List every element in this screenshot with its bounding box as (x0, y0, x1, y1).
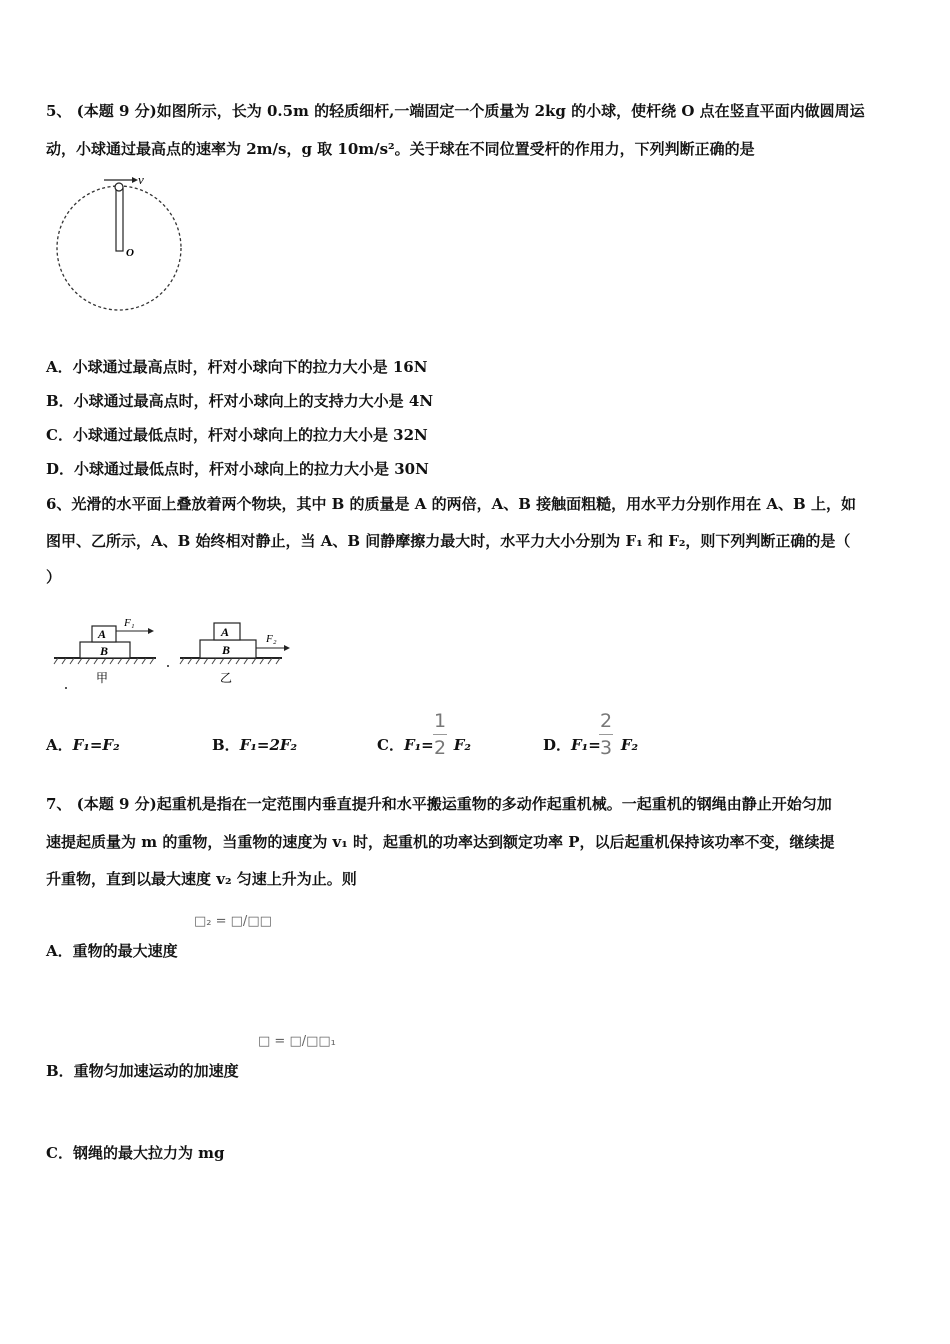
ball (115, 183, 123, 191)
q6-line-2: 图甲、乙所示，A、B 始终相对静止，当 A、B 间静摩擦力最大时，水平力大小分别为 F₁ 和 F₂，则下列判断正确的是（ (46, 532, 851, 550)
q6-option-a[interactable] (46, 734, 120, 756)
caption-yi: 乙 (220, 671, 233, 685)
q5-circle-figure (50, 170, 190, 320)
force-f1-label: F₁ (124, 617, 135, 629)
figure-yi (167, 623, 290, 685)
q7-option-b[interactable]: B．重物匀加速运动的加速度 (46, 1062, 239, 1080)
fraction-denominator: 2 (433, 737, 447, 759)
q6-line-1: 6、光滑的水平面上叠放着两个物块，其中 B 的质量是 A 的两倍，A、B 接触面粗糙，用水平力分别作用在 A、B 上，如 (46, 495, 856, 513)
fraction-numerator: 1 (433, 710, 447, 732)
block-a-jia-label: A (98, 627, 107, 641)
q6-option-c[interactable] (377, 734, 471, 756)
q5-line-2: 动，小球通过最高点的速率为 2m/s，g 取 10m/s²。关于球在不同位置受杆的作用力，下列判断正确的是 (46, 140, 755, 158)
fraction-numerator: 2 (599, 710, 613, 732)
q7-option-c[interactable]: C．钢绳的最大拉力为 mg (46, 1144, 225, 1162)
q6-option-a-label: A． (46, 736, 73, 754)
q6-option-a-expr: F₁=F₂ (72, 736, 120, 754)
q7-line-3: 升重物，直到以最大速度 v₂ 匀速上升为止。则 (46, 870, 357, 888)
figure-jia (54, 617, 156, 689)
q6-option-c-lhs: F₁= (403, 736, 434, 754)
force-f2-label: F₂ (266, 633, 277, 645)
q6-option-d-rhs: F₂ (620, 736, 639, 754)
block-a-yi-label: A (221, 625, 230, 639)
q5-option-b[interactable]: B．小球通过最高点时，杆对小球向上的支持力大小是 4N (46, 392, 434, 410)
q6-option-d-fraction (598, 710, 614, 759)
q7-option-b-formula: □ = □/□□₁ (258, 1034, 336, 1049)
q6-option-c-rhs: F₂ (453, 736, 471, 754)
q6-option-d-label: D． (543, 736, 572, 754)
block-b-jia-label: B (100, 644, 109, 658)
q5-option-a[interactable]: A．小球通过最高点时，杆对小球向下的拉力大小是 16N (46, 358, 428, 376)
block-b-yi-label: B (222, 643, 231, 657)
q7-line-2: 速提起质量为 m 的重物，当重物的速度为 v₁ 时，起重机的功率达到额定功率 P，以后起重机保持该功率不变，继续提 (46, 833, 835, 851)
q7-line-1: 7、 (本题 9 分)起重机是指在一定范围内垂直提升和水平搬运重物的多动作起重机械。一起重机的钢绳由静止开始匀加 (46, 795, 832, 813)
q6-option-c-fraction (432, 710, 448, 759)
rod (116, 188, 123, 251)
q6-blocks-figure (50, 608, 300, 694)
q6-option-c-label: C． (377, 736, 404, 754)
q6-option-b[interactable] (212, 734, 297, 756)
q5-line-1: 5、 (本题 9 分)如图所示，长为 0.5m 的轻质细杆,一端固定一个质量为 2kg 的小球，使杆绕 O 点在竖直平面内做圆周运 (46, 102, 865, 120)
q5-option-c[interactable]: C．小球通过最低点时，杆对小球向上的拉力大小是 32N (46, 426, 428, 444)
caption-jia: 甲 (96, 671, 109, 685)
q6-line-3: ） (46, 568, 62, 586)
q7-option-a-formula: □₂ = □/□□ (194, 914, 272, 929)
q6-option-b-label: B． (212, 736, 240, 754)
q6-option-b-expr: F₁=2F₂ (239, 736, 298, 754)
fraction-denominator: 3 (599, 737, 613, 759)
q6-option-d[interactable] (543, 734, 638, 756)
velocity-label: v (138, 172, 144, 187)
q7-option-a[interactable]: A．重物的最大速度 (46, 942, 178, 960)
center-label: O (126, 247, 134, 259)
q5-option-d[interactable]: D．小球通过最低点时，杆对小球向上的拉力大小是 30N (46, 460, 429, 478)
q6-option-d-lhs: F₁= (571, 736, 601, 754)
